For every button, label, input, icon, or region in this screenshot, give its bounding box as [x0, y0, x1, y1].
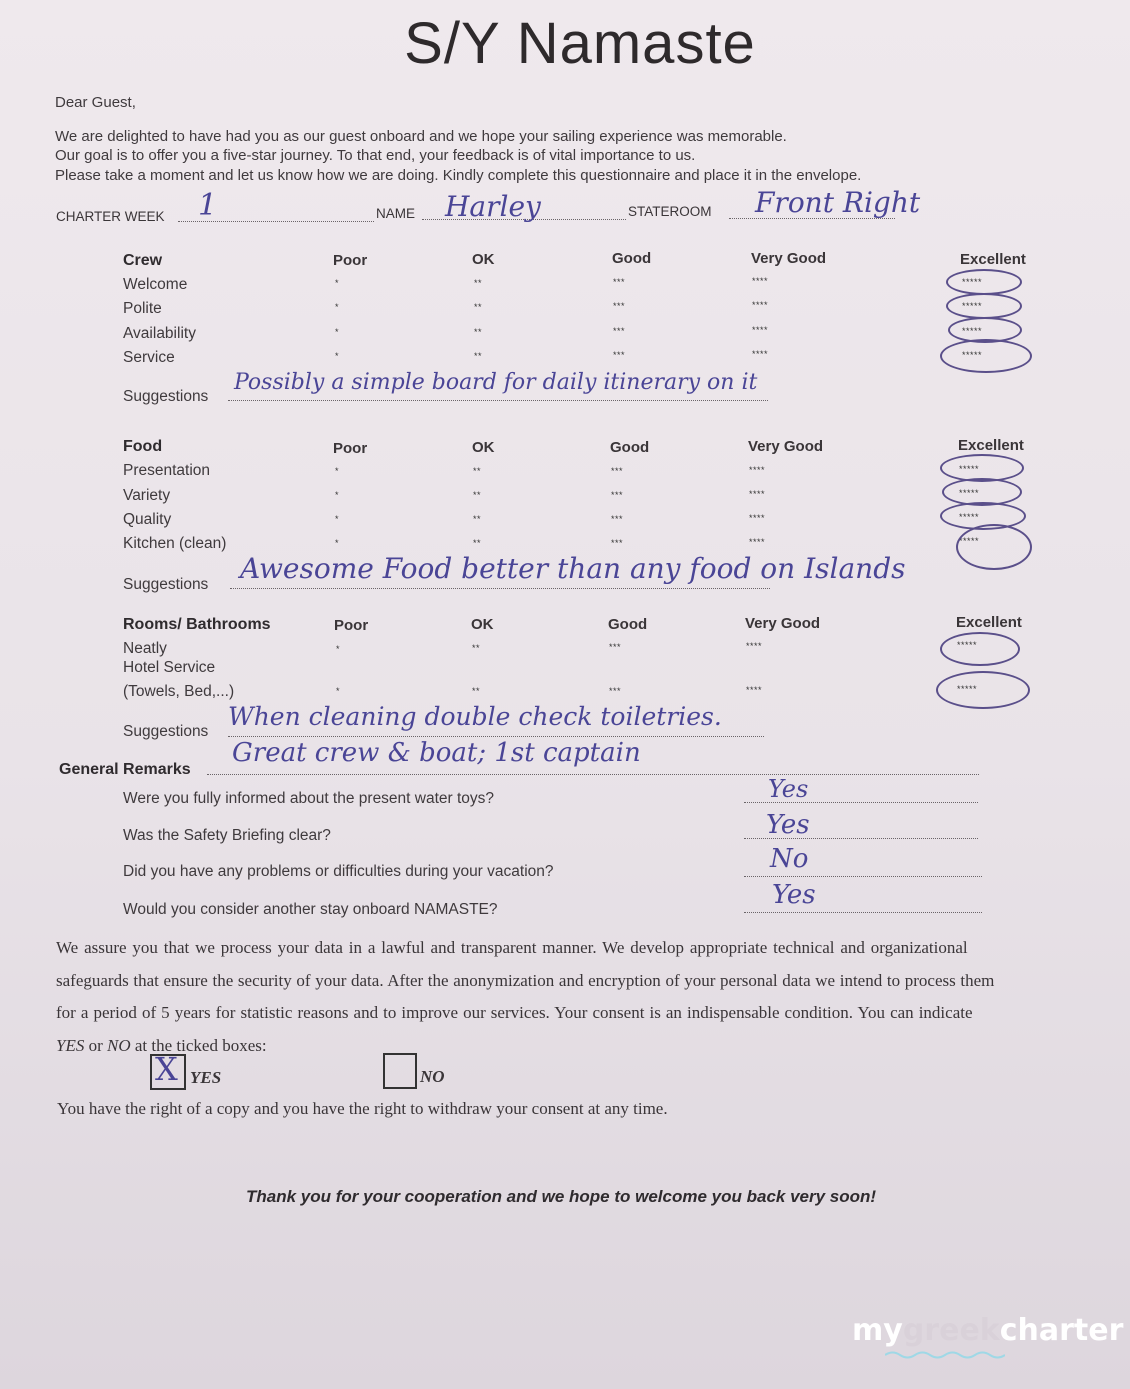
food-suggestions-line [230, 588, 770, 589]
crew-welcome-verygood-stars[interactable]: **** [752, 276, 769, 286]
watermark-part-greek: greek [902, 1313, 1000, 1348]
privacy-line-1: We assure you that we process your data in a lawful and transparent manner. We develop appropriate technical and organizational [56, 938, 968, 957]
crew-availability-poor-stars[interactable]: * [335, 327, 340, 337]
crew-col-ok: OK [472, 251, 495, 268]
privacy-no-word: NO [107, 1036, 131, 1055]
food-kitchen-poor-stars[interactable]: * [335, 538, 340, 548]
answer-problems[interactable]: No [770, 844, 809, 874]
rooms-col-good: Good [608, 616, 648, 633]
charter-week-label: CHARTER WEEK [56, 209, 165, 224]
privacy-yes-word: YES [56, 1036, 85, 1055]
rooms-row-hotel-service: Hotel Service [123, 659, 216, 676]
crew-col-poor: Poor [333, 252, 368, 269]
food-suggestions-label: Suggestions [123, 576, 209, 593]
crew-suggestions-line [228, 400, 768, 401]
rooms-service-poor-stars[interactable]: * [336, 686, 341, 696]
crew-availability-ok-stars[interactable]: ** [474, 327, 483, 337]
intro-line-2: Our goal is to offer you a five-star journey. To that end, your feedback is of vital importance to us. [55, 147, 696, 164]
crew-welcome-poor-stars[interactable]: * [335, 278, 340, 288]
charter-week-value[interactable]: 1 [198, 188, 218, 223]
question-water-toys: Were you fully informed about the present water toys? [123, 790, 495, 807]
crew-welcome-selection-circle [946, 269, 1022, 295]
rooms-service-verygood-stars[interactable]: **** [746, 685, 763, 695]
rooms-service-good-stars[interactable]: *** [609, 686, 622, 696]
food-variety-poor-stars[interactable]: * [335, 490, 340, 500]
food-kitchen-ok-stars[interactable]: ** [473, 538, 482, 548]
food-col-excellent: Excellent [958, 437, 1024, 454]
crew-heading: Crew [123, 252, 163, 269]
answer-water-toys[interactable]: Yes [768, 775, 809, 803]
rooms-suggestions-value[interactable]: When cleaning double check toiletries. [228, 702, 722, 731]
rooms-neatly-verygood-stars[interactable]: **** [746, 641, 763, 651]
food-kitchen-verygood-stars[interactable]: **** [749, 537, 766, 547]
rights-text: You have the right of a copy and you have the right to withdraw your consent at any time. [57, 1099, 668, 1118]
crew-availability-good-stars[interactable]: *** [613, 326, 626, 336]
crew-row-welcome: Welcome [123, 276, 188, 293]
watermark-logo [852, 1313, 1123, 1348]
food-quality-excellent-stars[interactable]: ***** [959, 512, 980, 522]
consent-yes-label: YES [190, 1068, 222, 1087]
crew-service-ok-stars[interactable]: ** [474, 351, 483, 361]
crew-availability-excellent-stars[interactable]: ***** [962, 326, 983, 336]
name-label: NAME [376, 206, 416, 221]
food-col-good: Good [610, 439, 650, 456]
crew-polite-excellent-stars[interactable]: ***** [962, 301, 983, 311]
food-variety-ok-stars[interactable]: ** [473, 490, 482, 500]
food-col-ok: OK [472, 439, 495, 456]
crew-suggestions-value[interactable]: Possibly a simple board for daily itinerary on it [234, 370, 758, 395]
rooms-neatly-good-stars[interactable]: *** [609, 642, 622, 652]
rooms-col-poor: Poor [334, 617, 369, 634]
answer-another-stay[interactable]: Yes [772, 880, 816, 910]
food-quality-verygood-stars[interactable]: **** [749, 513, 766, 523]
question-problems: Did you have any problems or difficulties during your vacation? [123, 863, 554, 880]
crew-row-availability: Availability [123, 325, 196, 342]
intro-line-3: Please take a moment and let us know how we are doing. Kindly complete this questionnaire and place it in the envelope. [55, 167, 862, 184]
crew-service-verygood-stars[interactable]: **** [752, 349, 769, 359]
privacy-or-word: or [84, 1036, 108, 1055]
answer-line-problems [744, 876, 982, 877]
watermark-wave-icon [885, 1350, 1005, 1360]
crew-service-good-stars[interactable]: *** [613, 350, 626, 360]
food-col-poor: Poor [333, 440, 368, 457]
general-remarks-label: General Remarks [59, 761, 191, 778]
answer-safety-briefing[interactable]: Yes [766, 810, 810, 840]
crew-service-selection-circle [940, 339, 1032, 373]
food-presentation-ok-stars[interactable]: ** [473, 466, 482, 476]
privacy-line-3: for a period of 5 years for statistic reasons and to improve our services. Your consent is an indispensable condition. You can indicate [56, 1003, 973, 1022]
food-quality-poor-stars[interactable]: * [335, 514, 340, 524]
rooms-row-towels-bed: (Towels, Bed,...) [123, 683, 235, 700]
consent-no-checkbox[interactable] [383, 1053, 417, 1089]
crew-service-poor-stars[interactable]: * [335, 351, 340, 361]
name-value[interactable]: Harley [445, 190, 541, 223]
rooms-service-excellent-stars[interactable]: ***** [957, 684, 978, 694]
watermark-part-charter: charter [999, 1313, 1124, 1348]
food-heading: Food [123, 438, 163, 455]
question-another-stay: Would you consider another stay onboard NAMASTE? [123, 901, 498, 918]
consent-yes-check-mark: X [155, 1050, 178, 1088]
page-title: S/Y Namaste [404, 11, 756, 76]
crew-service-excellent-stars[interactable]: ***** [962, 350, 983, 360]
crew-row-service: Service [123, 349, 175, 366]
rooms-suggestions-line [228, 736, 764, 737]
rooms-neatly-excellent-stars[interactable]: ***** [957, 640, 978, 650]
rooms-heading: Rooms/ Bathrooms [123, 616, 271, 633]
crew-polite-selection-circle [946, 293, 1022, 319]
food-presentation-excellent-stars[interactable]: ***** [959, 464, 980, 474]
greeting: Dear Guest, [55, 94, 136, 111]
general-remarks-line [207, 774, 979, 775]
crew-col-good: Good [612, 250, 652, 267]
rooms-neatly-selection-circle [940, 632, 1020, 666]
answer-line-another-stay [744, 912, 982, 913]
rooms-row-neatly: Neatly [123, 640, 167, 657]
crew-row-polite: Polite [123, 300, 162, 317]
rooms-col-very-good: Very Good [745, 615, 821, 632]
food-quality-good-stars[interactable]: *** [611, 514, 624, 524]
food-presentation-verygood-stars[interactable]: **** [749, 465, 766, 475]
food-row-kitchen: Kitchen (clean) [123, 535, 227, 552]
rooms-service-selection-circle [936, 671, 1030, 709]
crew-col-very-good: Very Good [751, 250, 827, 267]
crew-polite-verygood-stars[interactable]: **** [752, 300, 769, 310]
rooms-service-ok-stars[interactable]: ** [472, 686, 481, 696]
crew-availability-verygood-stars[interactable]: **** [752, 325, 769, 335]
crew-polite-poor-stars[interactable]: * [335, 302, 340, 312]
intro-line-1: We are delighted to have had you as our guest onboard and we hope your sailing experience was memorable. [55, 128, 787, 145]
consent-no-label: NO [420, 1067, 445, 1086]
thank-you-text: Thank you for your cooperation and we hope to welcome you back very soon! [246, 1187, 877, 1206]
food-quality-ok-stars[interactable]: ** [473, 514, 482, 524]
crew-col-excellent: Excellent [960, 251, 1026, 268]
rooms-neatly-poor-stars[interactable]: * [336, 644, 341, 654]
rooms-suggestions-label: Suggestions [123, 723, 209, 740]
food-presentation-poor-stars[interactable]: * [335, 466, 340, 476]
food-presentation-good-stars[interactable]: *** [611, 466, 624, 476]
watermark-part-my: my [852, 1313, 903, 1348]
food-row-presentation: Presentation [123, 462, 211, 479]
stateroom-value[interactable]: Front Right [755, 186, 921, 219]
food-row-quality: Quality [123, 511, 172, 528]
crew-polite-ok-stars[interactable]: ** [474, 302, 483, 312]
food-variety-verygood-stars[interactable]: **** [749, 489, 766, 499]
rooms-neatly-ok-stars[interactable]: ** [472, 643, 481, 653]
rooms-col-ok: OK [471, 616, 494, 633]
food-suggestions-value[interactable]: Awesome Food better than any food on Islands [240, 552, 906, 585]
food-variety-good-stars[interactable]: *** [611, 490, 624, 500]
general-remarks-value[interactable]: Great crew & boat; 1st captain [232, 738, 641, 768]
food-kitchen-good-stars[interactable]: *** [611, 538, 624, 548]
crew-polite-good-stars[interactable]: *** [613, 301, 626, 311]
question-safety-briefing: Was the Safety Briefing clear? [123, 827, 331, 844]
rooms-col-excellent: Excellent [956, 614, 1022, 631]
privacy-line-2: safeguards that ensure the security of your data. After the anonymization and encryption of your personal data we intend to process them [56, 971, 995, 990]
food-kitchen-excellent-stars[interactable]: ***** [959, 536, 980, 546]
stateroom-label: STATEROOM [628, 204, 712, 219]
privacy-ticked-boxes-text: at the ticked boxes: [130, 1036, 267, 1055]
crew-welcome-good-stars[interactable]: *** [613, 277, 626, 287]
food-variety-excellent-stars[interactable]: ***** [959, 488, 980, 498]
food-col-very-good: Very Good [748, 438, 824, 455]
food-row-variety: Variety [123, 487, 171, 504]
food-kitchen-selection-circle [956, 524, 1032, 570]
crew-welcome-ok-stars[interactable]: ** [474, 278, 483, 288]
crew-suggestions-label: Suggestions [123, 388, 209, 405]
crew-welcome-excellent-stars[interactable]: ***** [962, 277, 983, 287]
